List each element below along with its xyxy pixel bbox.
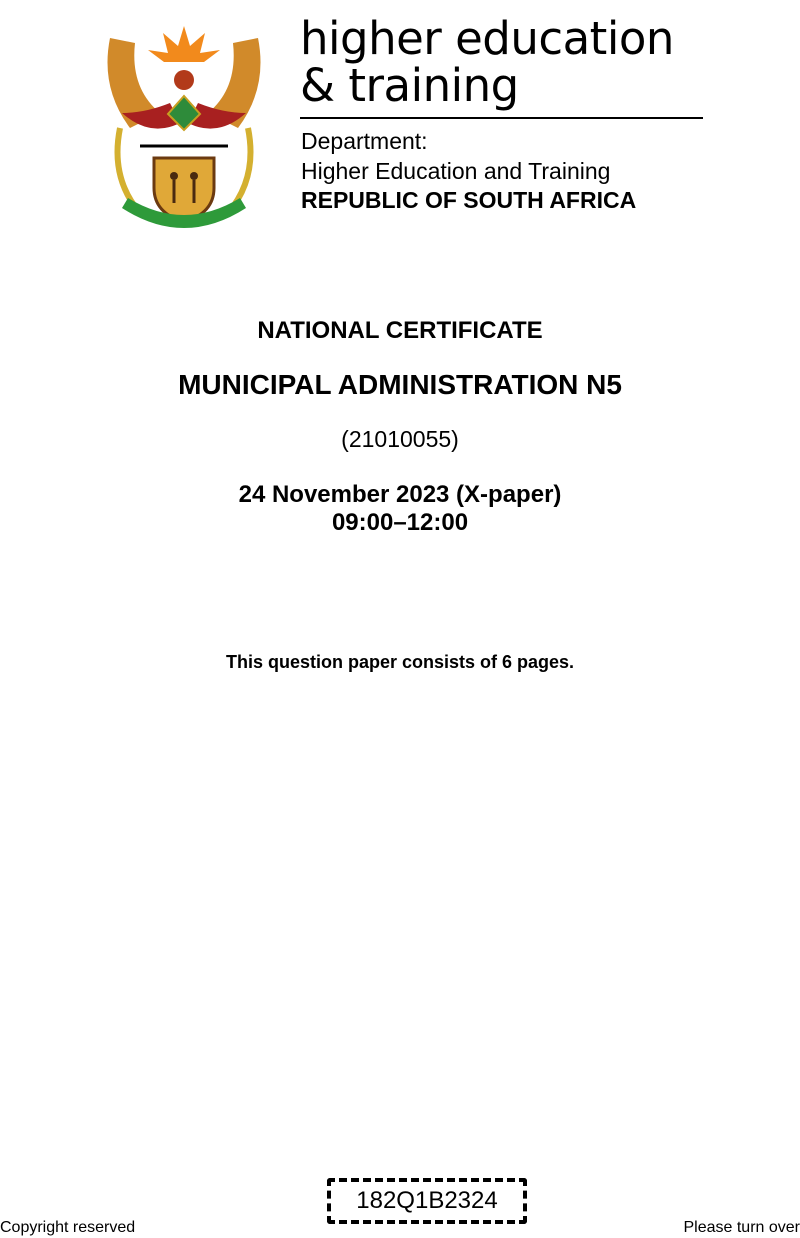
brand-title-line1: higher education [300, 12, 674, 65]
subject-code: (21010055) [341, 426, 459, 452]
brand-title-line2: & training [300, 59, 519, 112]
exam-date: 24 November 2023 (X-paper) [238, 481, 562, 508]
certificate-title: NATIONAL CERTIFICATE [257, 317, 543, 344]
header-divider [300, 117, 703, 119]
country-name: REPUBLIC OF SOUTH AFRICA [301, 187, 637, 213]
page-count-note: This question paper consists of 6 pages. [225, 652, 575, 672]
paper-code-box: 182Q1B2324 [327, 1178, 527, 1224]
department-label: Department: [301, 128, 428, 154]
coat-of-arms-logo [100, 18, 268, 232]
turn-over-text: Please turn over [683, 1219, 800, 1236]
exam-time: 09:00–12:00 [331, 509, 469, 536]
copyright-text: Copyright reserved [0, 1219, 136, 1236]
subject-title: MUNICIPAL ADMINISTRATION N5 [178, 369, 622, 400]
department-name: Higher Education and Training [301, 158, 611, 184]
